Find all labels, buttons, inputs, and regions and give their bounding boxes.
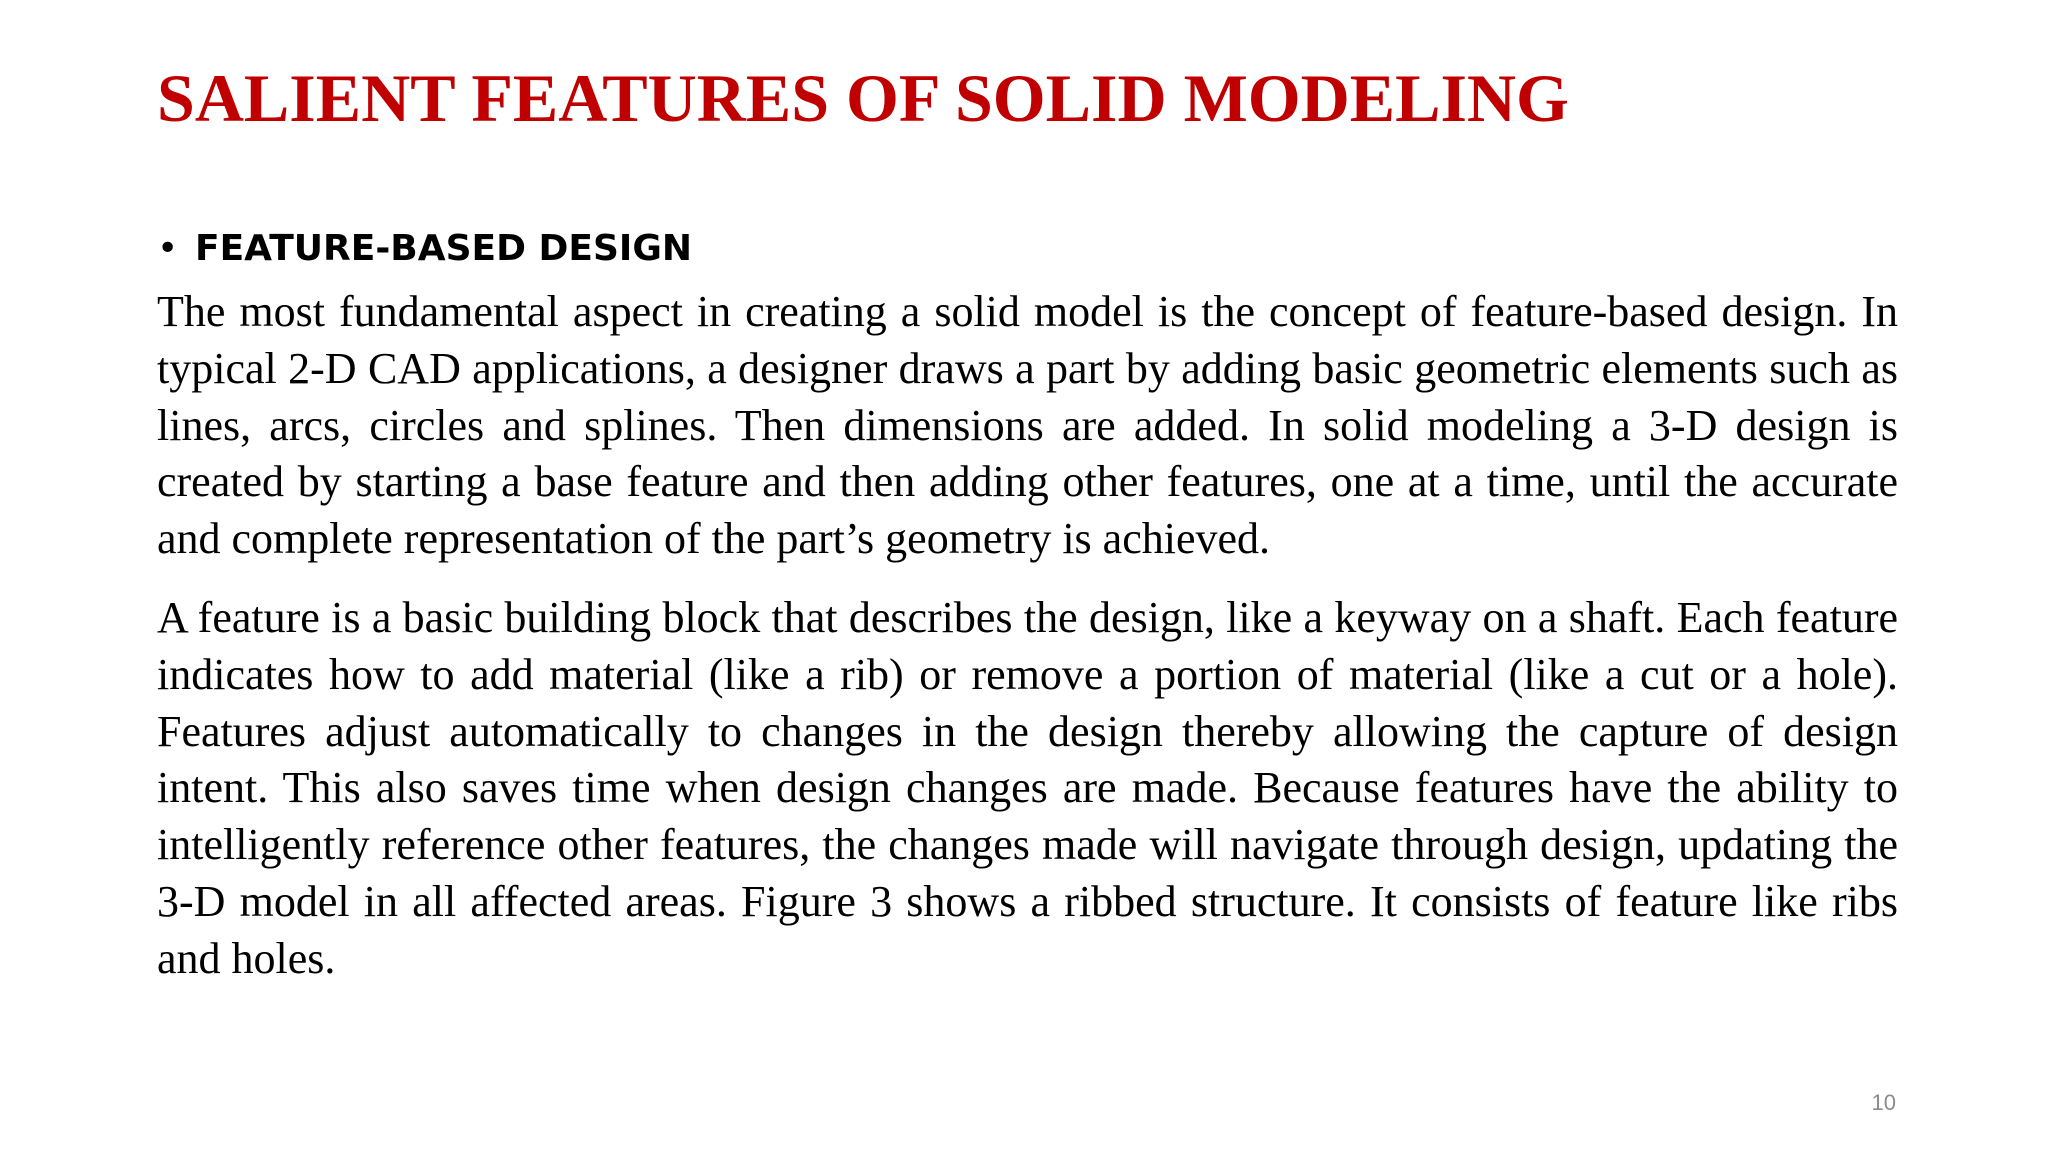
bullet-marker: •: [157, 227, 179, 269]
slide-content: [157, 222, 1898, 1010]
paragraph-1: The most fundamental aspect in creating a solid model is the concept of feature-based design. In typical 2-D CAD applications, a designer draws a part by adding basic geometric elements such as lines, arcs, circles and splines. Then dimensions are added. In solid modeling a 3-D design is created by starting a base feature and then adding other features, one at a time, until the accurate and complete representation of the part’s geometry is achieved.: [157, 287, 1898, 564]
bullet-item-feature-based-design: [157, 222, 1898, 274]
paragraph-2: A feature is a basic building block that describes the design, like a keyway on a shaft. Each feature indicates how to add material (like a rib) or remove a portion of material (like a cut or a hole). Features adjust automatically to changes in the design thereby allowing the capture of design intent. This also saves time when design changes are made. Because features have the ability to intelligently reference other features, the changes made will navigate through design, updating the 3-D model in all affected areas. Figure 3 shows a ribbed structure. It consists of feature like ribs and holes.: [157, 592, 1898, 983]
bullet-heading-text: FEATURE-BASED DESIGN: [195, 227, 693, 269]
page-number: 10: [1871, 1090, 1896, 1115]
slide-title: SALIENT FEATURES OF SOLID MODELING: [157, 60, 1569, 136]
